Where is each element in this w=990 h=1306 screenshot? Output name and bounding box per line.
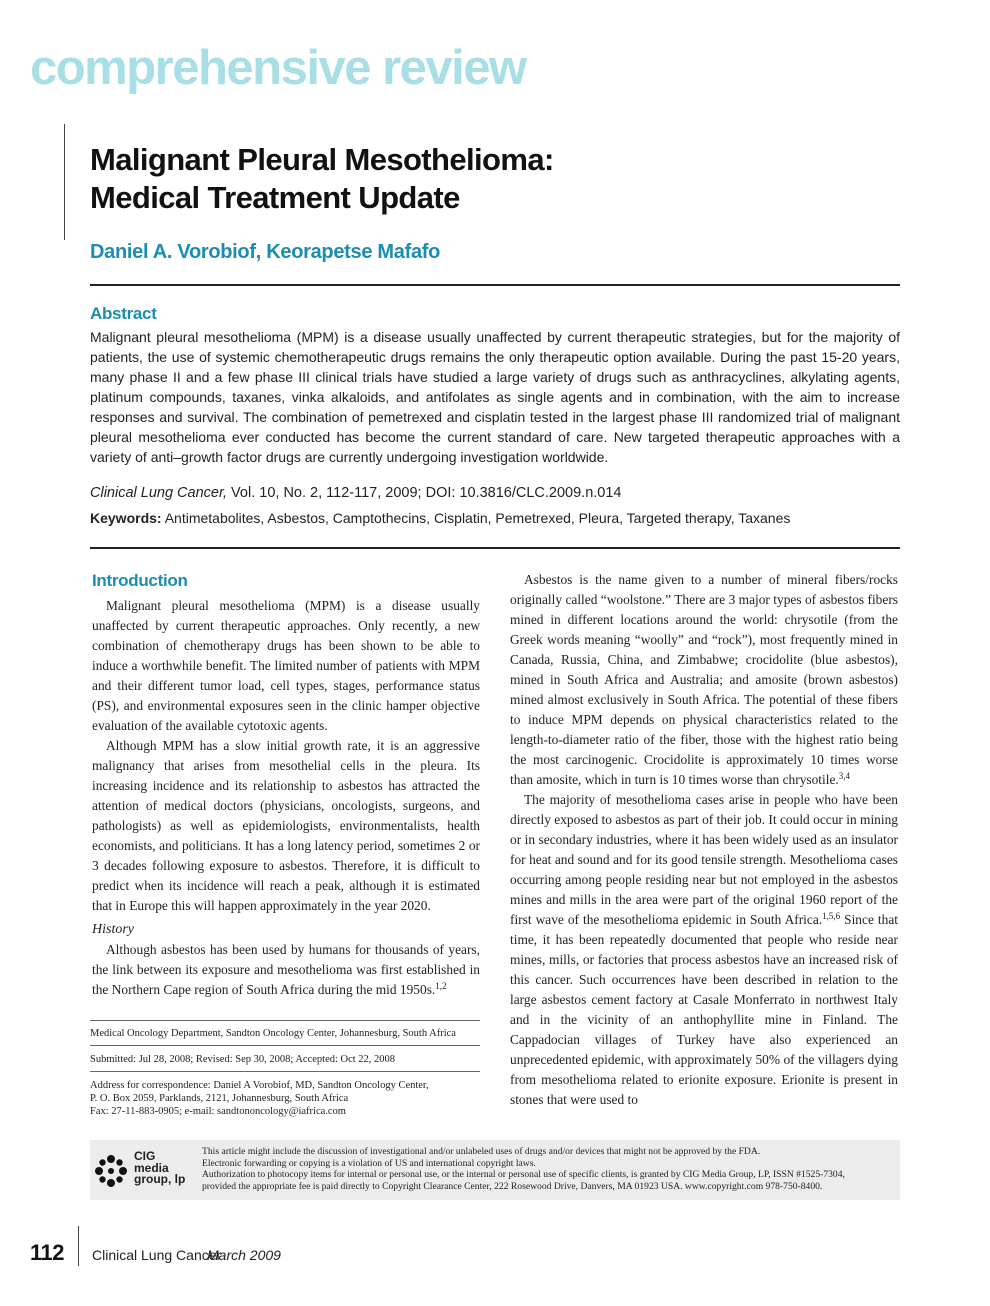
- decorative-vertical-rule: [64, 124, 65, 240]
- history-paragraph-1: [92, 940, 480, 1000]
- publisher-logo-text: [134, 1151, 185, 1186]
- abstract-heading: Abstract: [90, 304, 157, 323]
- exposure-paragraph: [510, 790, 898, 1110]
- article-title: [90, 141, 850, 217]
- article-title-line-2: Medical Treatment Update: [90, 180, 460, 215]
- abstract-divider: [90, 547, 900, 549]
- affiliation-rule-top: [90, 1020, 480, 1021]
- header-divider: [90, 284, 900, 286]
- left-column: [92, 570, 480, 1000]
- history-paragraph-1-text: Although asbestos has been used by humans for thousands of years, the link between its exposure and mesothelioma was first established in the Northern Cape region of South Africa during the mid 1950s.: [92, 942, 480, 997]
- notice-line-3: Authorization to photocopy items for internal or personal use, or the internal or personal use of specific clients, is granted by CIG Media Group, LP, ISSN #1525-7304,: [202, 1169, 845, 1181]
- section-banner: comprehensive review: [30, 41, 526, 95]
- notice-line-4: provided the appropriate fee is paid directly to Copyright Clearance Center, 222 Rosewood Drive, Danvers, MA 01923 USA. www.copyright.com 978-750-8400.: [202, 1180, 823, 1192]
- affiliation-rule-bottom: [90, 1045, 480, 1046]
- citation: [90, 485, 622, 501]
- citation-details: Vol. 10, No. 2, 112-117, 2009; DOI: 10.3816/CLC.2009.n.014: [227, 485, 622, 501]
- reference-1-2: 1,2: [435, 981, 447, 991]
- right-column: [510, 570, 898, 1110]
- copyright-notice-text: [202, 1146, 892, 1192]
- reference-3-4: 3,4: [838, 771, 851, 781]
- introduction-paragraph-2: Although MPM has a slow initial growth rate, it is an aggressive malignancy that arises from mesothelial cells in the pleura. Its increasing incidence and its relationship to asbestos has attracted the attention of medical doctors (physicians, oncologists, surgeons, and pathologists) as well as epidemiologists, environmentalists, health economists, and politicians. It has a long latency period, sometimes 2 or 3 decades following exposure to asbestos. Therefore, it is difficult to predict when its incidence will reach a peak, although it is estimated that in Europe this will happen approximately in the year 2020.: [92, 738, 480, 913]
- citation-journal: Clinical Lung Cancer,: [90, 485, 228, 501]
- correspondence-line-2: P. O. Box 2059, Parklands, 2121, Johannesburg, South Africa: [90, 1093, 349, 1104]
- notice-line-1: This article might include the discussion of investigational and/or unlabeled uses of drugs and/or devices that might not be approved by the FDA.: [202, 1146, 761, 1157]
- footer-date: March 2009: [207, 1247, 281, 1263]
- footer-journal: Clinical Lung Cancer: [92, 1247, 222, 1263]
- correspondence: [90, 1079, 480, 1118]
- correspondence-line-3: Fax: 27-11-883-0905; e-mail: sandtononcology@iafrica.com: [90, 1106, 346, 1117]
- exposure-paragraph-text-b: Since that time, it has been repeatedly documented that people who reside near mines, mills, or factories that process asbestos have an increased risk of this cancer. Such occurrences have been described in relation to the large asbestos cement factory at Casale Monferrato in northwest Italy and in the vicinity of an anthophyllite mine in Finland. The Cappadocian villages of Turkey have also experienced an unprecedented epidemic, with approximately 50% of the villagers dying from mesothelioma related to erionite exposure. Erionite is present in stones that were used to: [510, 912, 898, 1107]
- keywords: [90, 510, 900, 526]
- publisher-logo: [94, 1150, 194, 1192]
- author-list: Daniel A. Vorobiof, Keorapetse Mafafo: [90, 241, 441, 263]
- introduction-heading: Introduction: [92, 571, 188, 590]
- abstract-text: Malignant pleural mesothelioma (MPM) is a disease usually unaffected by current therapeutic strategies, but for the majority of patients, the use of systemic chemotherapeutic drugs remains the only therapeutic option available. During the past 15-20 years, many phase II and a few phase III clinical trials have studied a large variety of drugs such as anthracyclines, alkylating agents, platinum compounds, taxanes, vinka alkaloids, and antifolates as single agents and in combination, with the aim to increase responses and survival. The combination of pemetrexed and cisplatin tested in the largest phase III randomized trial of malignant pleural mesothelioma ever conducted has become the current standard of care. New targeted therapeutic approaches with a variety of anti–growth factor drugs are currently undergoing investigation worldwide.: [90, 329, 900, 465]
- exposure-paragraph-text-a: The majority of mesothelioma cases arise in people who have been directly exposed to asbestos as part of their job. It could occur in mining or in secondary industries, where it has been widely used as an insulator for heat and sound and for its good tensile strength. Mesothelioma cases occurring among people residing near but not employed in the asbestos mines and mills in the area were part of the original 1960 report of the first wave of the mesothelioma epidemic in South Africa.: [510, 792, 898, 927]
- reference-1-5-6: 1,5,6: [822, 911, 841, 921]
- affiliation: Medical Oncology Department, Sandton Oncology Center, Johannesburg, South Africa: [90, 1028, 456, 1039]
- article-title-line-1: Malignant Pleural Mesothelioma:: [90, 142, 554, 177]
- page-number: 112: [30, 1240, 64, 1265]
- publisher-logo-line-1: CIG: [134, 1149, 156, 1163]
- asbestos-paragraph: [510, 570, 898, 790]
- asbestos-paragraph-text: Asbestos is the name given to a number of mineral fibers/rocks originally called “woolstone.” There are 3 major types of asbestos fibers mined in different locations around the world: chrysotile (from the Greek words meaning “woolly” and “rock”), most frequently mined in Canada, Russia, China, and Zimbabwe; crocidolite (blue asbestos), mined in South Africa and Australia; and amosite (brown asbestos) mined almost exclusively in South Africa. The potential of these fibers to induce MPM depends on physical characteristics related to the length-to-diameter ratio of the fiber, those with the highest ratio being the most carcinogenic. Crocidolite is approximately 10 times worse than amosite, which in turn is 10 times worse than chrysotile.: [510, 572, 898, 787]
- publisher-logo-line-2: media: [134, 1160, 169, 1175]
- footer-vertical-rule: [78, 1226, 79, 1266]
- publisher-logo-icon: [94, 1154, 128, 1188]
- keywords-list: Antimetabolites, Asbestos, Camptothecins, Cisplatin, Pemetrexed, Pleura, Targeted therapy, Taxanes: [161, 510, 791, 526]
- introduction-paragraph-1: Malignant pleural mesothelioma (MPM) is a disease usually unaffected by current therapeutic approaches. Only recently, a new combination of chemotherapy drugs has been shown to be able to induce a worthwhile benefit. The limited number of patients with MPM and their different tumor load, cell types, stages, performance status (PS), and environmental exposures seen in the clinic hamper objective evaluation of the available cytotoxic agents.: [92, 598, 480, 733]
- keywords-label: Keywords:: [90, 510, 162, 526]
- notice-line-2: Electronic forwarding or copying is a violation of US and international copyright laws.: [202, 1157, 536, 1169]
- history-heading: History: [92, 922, 134, 937]
- publisher-logo-line-3: group, lp: [134, 1172, 186, 1186]
- submission-dates: Submitted: Jul 28, 2008; Revised: Sep 30, 2008; Accepted: Oct 22, 2008: [90, 1054, 396, 1065]
- dates-rule: [90, 1071, 480, 1072]
- correspondence-line-1: Address for correspondence: Daniel A Vorobiof, MD, Sandton Oncology Center,: [90, 1080, 429, 1091]
